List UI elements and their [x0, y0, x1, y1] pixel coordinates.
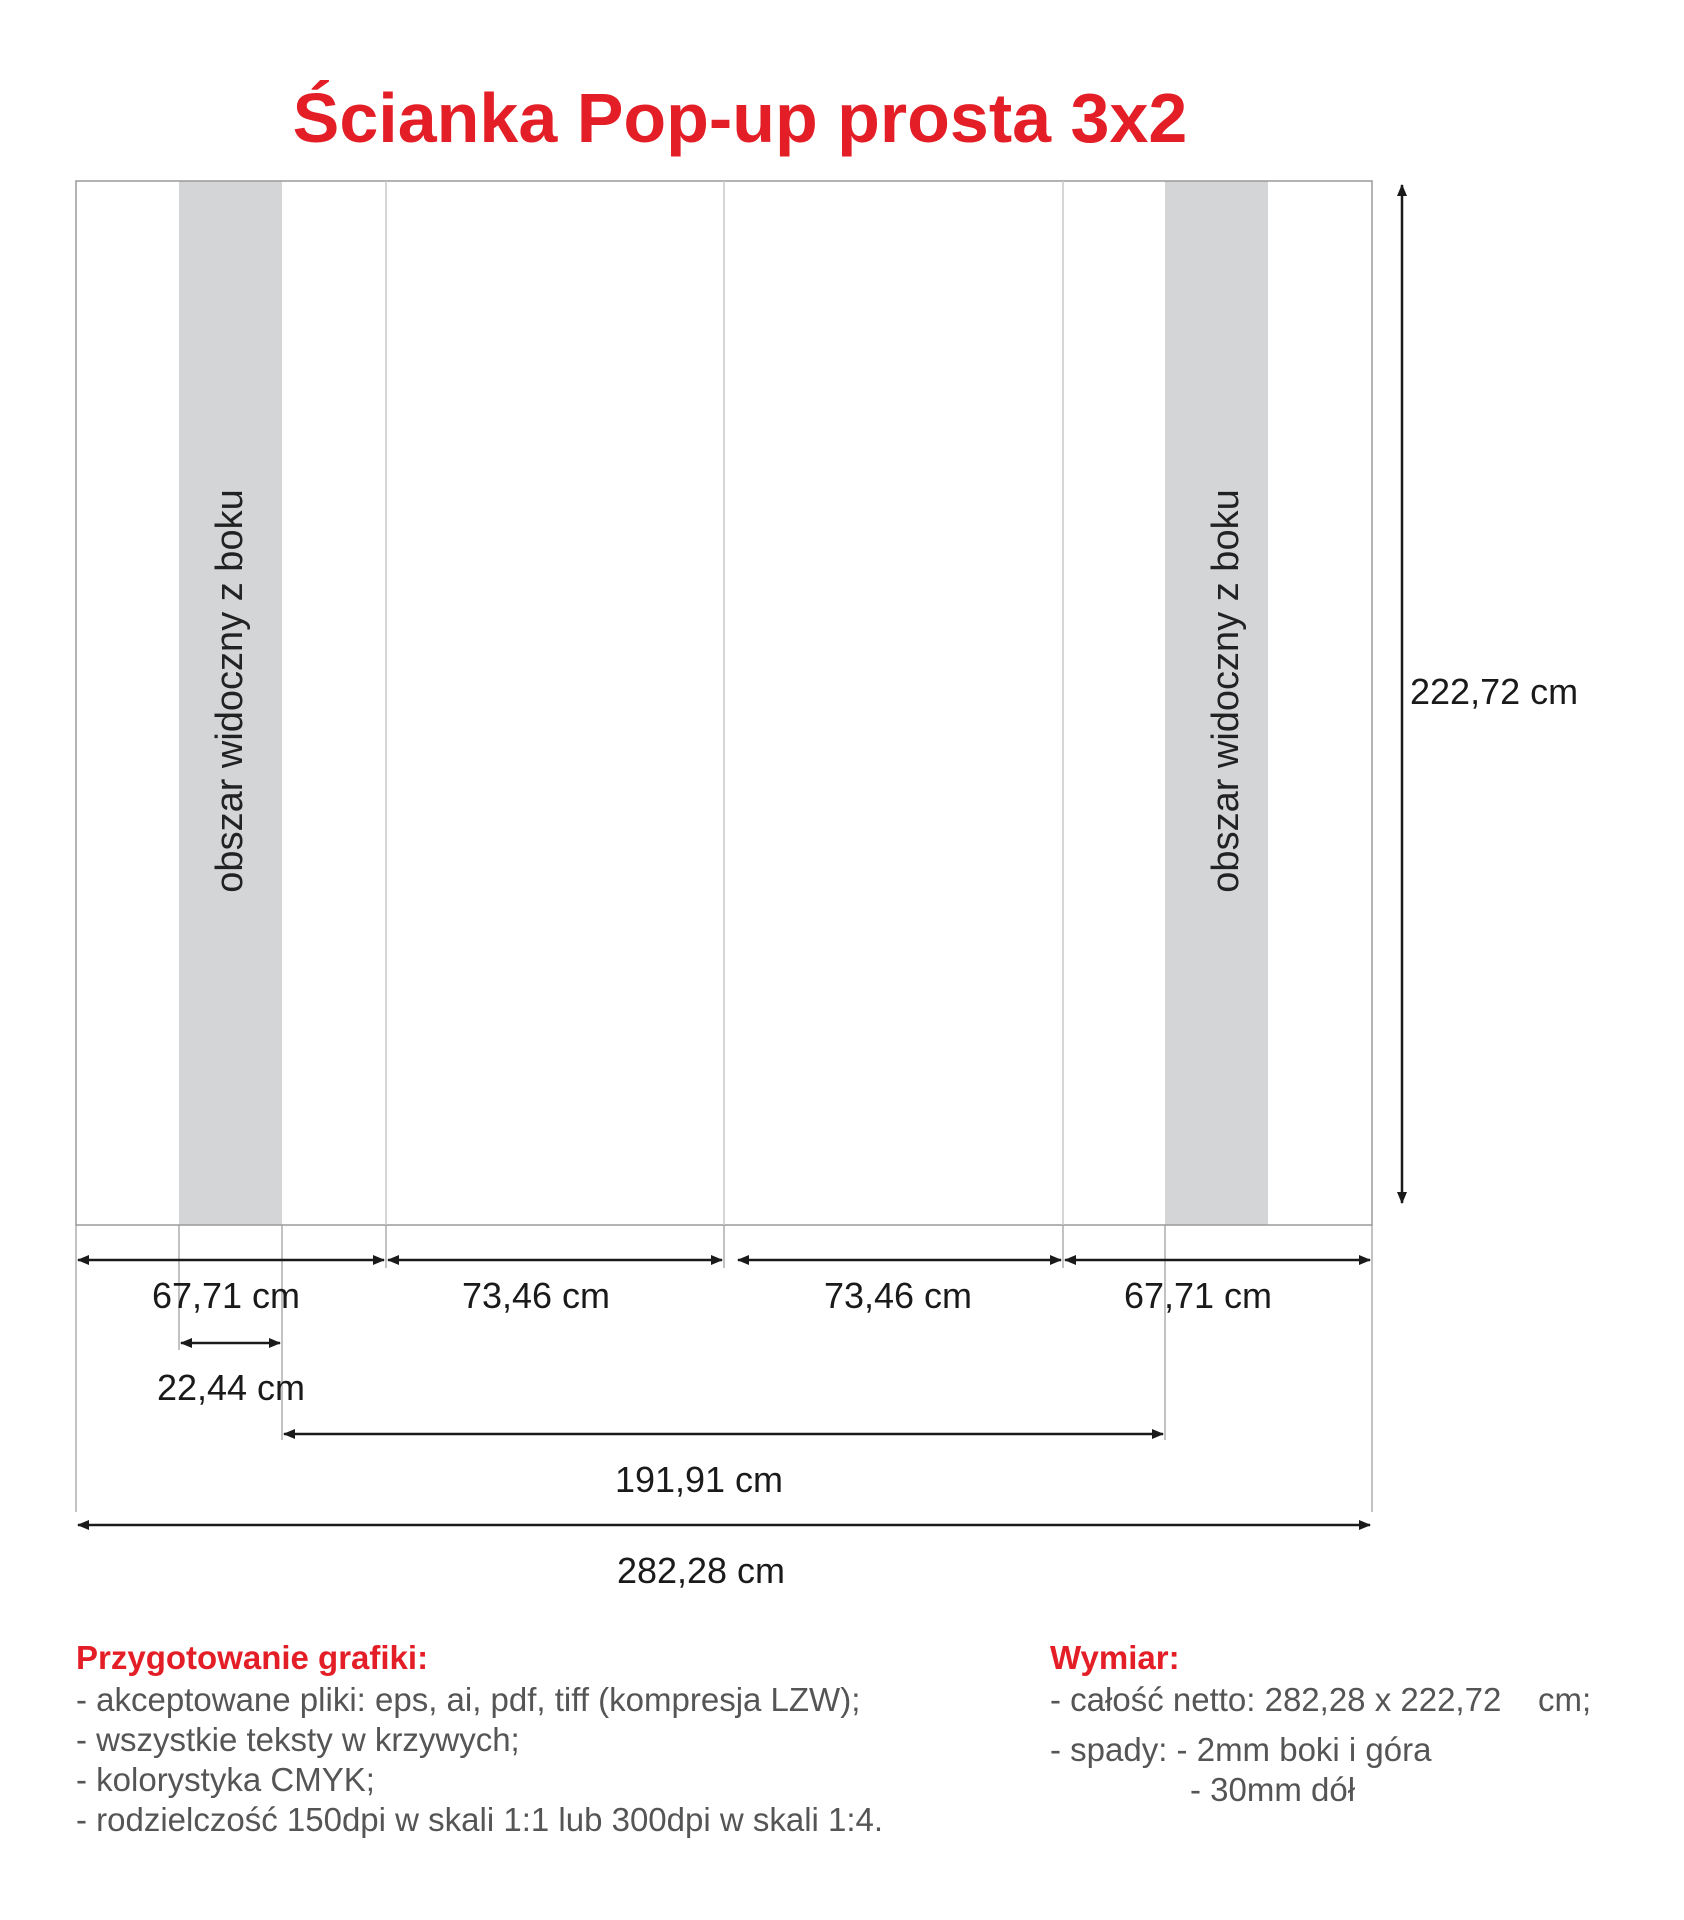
side-label-left: obszar widoczny z boku: [209, 489, 251, 893]
size-bleed: - spady: - 2mm boki i góra: [1050, 1731, 1432, 1768]
side-label-right: obszar widoczny z boku: [1205, 489, 1247, 893]
page-title: Ścianka Pop-up prosta 3x2: [292, 79, 1188, 157]
preparation-notes: [76, 1638, 976, 1840]
preparation-item: - kolorystyka CMYK;: [76, 1761, 375, 1798]
panel-center-1-label: 73,46 cm: [461, 1275, 611, 1316]
size-bleed-bottom: - 30mm dół: [1190, 1771, 1356, 1808]
side-band-label: 22,44 cm: [156, 1367, 306, 1408]
size-notes: [1050, 1638, 1670, 1810]
panel-center-2-label: 73,46 cm: [823, 1275, 973, 1316]
preparation-item: - akceptowane pliki: eps, ai, pdf, tiff (kompresja LZW);: [76, 1681, 861, 1718]
preparation-heading: Przygotowanie grafiki:: [76, 1639, 429, 1676]
front-label: 191,91 cm: [614, 1459, 784, 1500]
panel-right-label: 67,71 cm: [1123, 1275, 1273, 1316]
preparation-item: - wszystkie teksty w krzywych;: [76, 1721, 520, 1758]
total-label: 282,28 cm: [616, 1550, 786, 1591]
wall-outline: [76, 181, 1372, 1225]
preparation-item: - rodzielczość 150dpi w skali 1:1 lub 300dpi w skali 1:4.: [76, 1801, 884, 1838]
size-heading: Wymiar:: [1050, 1639, 1180, 1676]
height-label: 222,72 cm: [1410, 671, 1579, 712]
panel-left-label: 67,71 cm: [151, 1275, 301, 1316]
size-net: - całość netto: 282,28 x 222,72 cm;: [1050, 1681, 1592, 1718]
